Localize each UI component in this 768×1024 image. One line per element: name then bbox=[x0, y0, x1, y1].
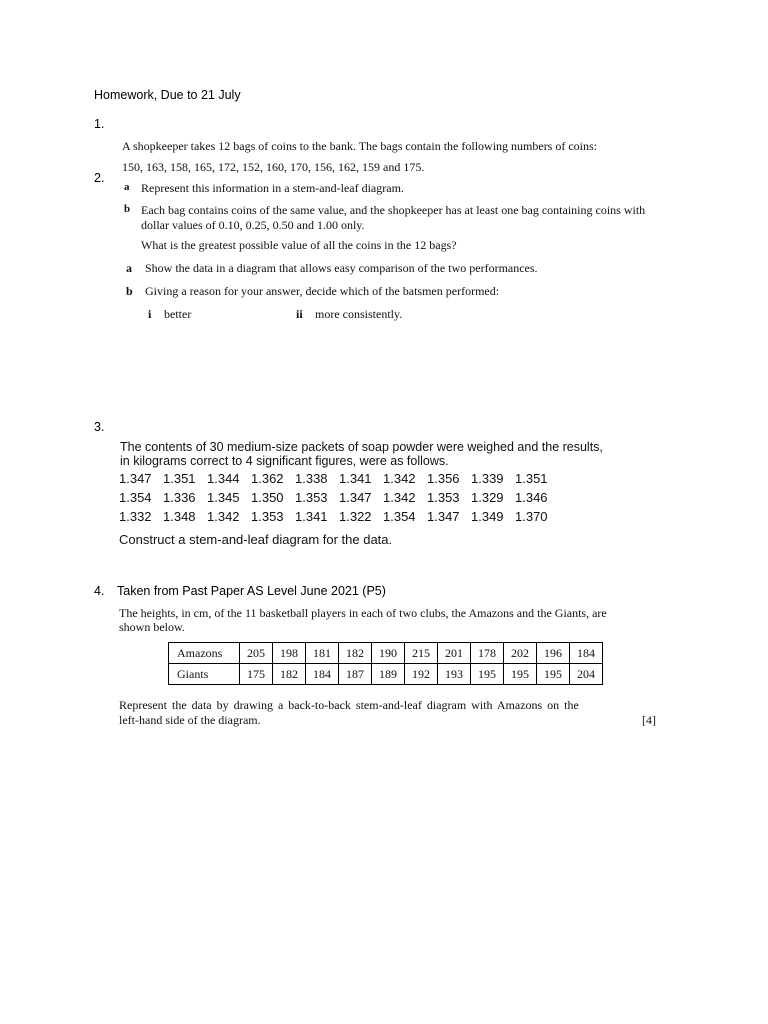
q3-value: 1.362 bbox=[251, 471, 284, 486]
q3-value: 1.347 bbox=[427, 509, 460, 524]
q3-value: 1.353 bbox=[427, 490, 460, 505]
q3-value: 1.354 bbox=[119, 490, 152, 505]
q2-part-b-text: Giving a reason for your answer, decide which of the batsmen performed: bbox=[145, 284, 500, 298]
table-cell: 182 bbox=[339, 643, 372, 664]
q3-value: 1.347 bbox=[119, 471, 152, 486]
q2-part-a-text: Show the data in a diagram that allows easy comparison of the two performances. bbox=[145, 261, 538, 275]
q3-value: 1.341 bbox=[295, 509, 328, 524]
q2-part-ii-text: more consistently. bbox=[315, 307, 403, 321]
q3-intro-2: in kilograms correct to 4 significant figures, were as follows. bbox=[120, 454, 449, 468]
q4-instruction-1: Represent the data by drawing a back-to-back stem-and-leaf diagram with Amazons on the bbox=[119, 698, 579, 712]
q3-value: 1.351 bbox=[163, 471, 196, 486]
q1-part-b-text-3: What is the greatest possible value of all the coins in the 12 bags? bbox=[141, 238, 457, 252]
q3-value: 1.349 bbox=[471, 509, 504, 524]
table-row bbox=[169, 643, 603, 664]
q4-marks: [4] bbox=[642, 713, 656, 727]
q3-data-row bbox=[119, 509, 559, 524]
table-cell: 196 bbox=[537, 643, 570, 664]
q1-intro: A shopkeeper takes 12 bags of coins to the bank. The bags contain the following numbers of coins: bbox=[122, 139, 598, 153]
q2-part-i-label: i bbox=[148, 307, 152, 321]
q2-number: 2. bbox=[94, 171, 105, 185]
q1-part-a-text: Represent this information in a stem-and-leaf diagram. bbox=[141, 181, 404, 195]
table-cell: 184 bbox=[570, 643, 603, 664]
q3-value: 1.347 bbox=[339, 490, 372, 505]
table-cell: 195 bbox=[504, 664, 537, 685]
q1-data: 150, 163, 158, 165, 172, 152, 160, 170, 156, 162, 159 and 175. bbox=[122, 160, 425, 174]
table-cell: 195 bbox=[471, 664, 504, 685]
q3-data-row bbox=[119, 490, 559, 505]
table-cell: 178 bbox=[471, 643, 504, 664]
q3-value: 1.341 bbox=[339, 471, 372, 486]
q3-value: 1.353 bbox=[295, 490, 328, 505]
q4-title: Taken from Past Paper AS Level June 2021 (P5) bbox=[117, 584, 386, 598]
q3-value: 1.345 bbox=[207, 490, 240, 505]
q2-part-i-text: better bbox=[164, 307, 192, 321]
q3-value: 1.342 bbox=[383, 471, 416, 486]
table-cell: 195 bbox=[537, 664, 570, 685]
q3-data-row bbox=[119, 471, 559, 486]
q3-value: 1.351 bbox=[515, 471, 548, 486]
table-cell: 193 bbox=[438, 664, 471, 685]
table-cell: 205 bbox=[240, 643, 273, 664]
q1-part-b-text-1: Each bag contains coins of the same value, and the shopkeeper has at least one bag containing coins with bbox=[141, 203, 646, 217]
heights-table bbox=[168, 642, 603, 685]
row-label: Amazons bbox=[169, 643, 240, 664]
table-cell: 190 bbox=[372, 643, 405, 664]
table-cell: 175 bbox=[240, 664, 273, 685]
q1-number: 1. bbox=[94, 117, 105, 131]
table-cell: 192 bbox=[405, 664, 438, 685]
q1-part-b-text-2: dollar values of 0.10, 0.25, 0.50 and 1.00 only. bbox=[141, 218, 365, 232]
q3-value: 1.370 bbox=[515, 509, 548, 524]
q4-instruction-2: left-hand side of the diagram. bbox=[119, 713, 261, 727]
q4-number: 4. bbox=[94, 584, 105, 598]
q3-value: 1.354 bbox=[383, 509, 416, 524]
q3-value: 1.353 bbox=[251, 509, 284, 524]
q3-value: 1.332 bbox=[119, 509, 152, 524]
table-cell: 189 bbox=[372, 664, 405, 685]
q4-intro-1: The heights, in cm, of the 11 basketball players in each of two clubs, the Amazons and the Giants, are bbox=[119, 606, 607, 620]
table-cell: 187 bbox=[339, 664, 372, 685]
q3-instruction: Construct a stem-and-leaf diagram for the data. bbox=[119, 532, 393, 547]
q3-value: 1.346 bbox=[515, 490, 548, 505]
q3-value: 1.342 bbox=[383, 490, 416, 505]
q3-value: 1.339 bbox=[471, 471, 504, 486]
q3-value: 1.342 bbox=[207, 509, 240, 524]
q3-value: 1.344 bbox=[207, 471, 240, 486]
table-cell: 215 bbox=[405, 643, 438, 664]
table-cell: 182 bbox=[273, 664, 306, 685]
q3-value: 1.322 bbox=[339, 509, 372, 524]
table-cell: 202 bbox=[504, 643, 537, 664]
q1-part-a-label: a bbox=[124, 181, 130, 193]
q2-part-a-label: a bbox=[126, 261, 132, 275]
table-cell: 204 bbox=[570, 664, 603, 685]
q3-value: 1.356 bbox=[427, 471, 460, 486]
q3-value: 1.348 bbox=[163, 509, 196, 524]
q3-intro-1: The contents of 30 medium-size packets of soap powder were weighed and the results, bbox=[120, 440, 603, 454]
table-cell: 184 bbox=[306, 664, 339, 685]
q2-part-ii-label: ii bbox=[296, 307, 303, 321]
q2-part-b-label: b bbox=[126, 284, 133, 298]
q3-value: 1.336 bbox=[163, 490, 196, 505]
table-cell: 181 bbox=[306, 643, 339, 664]
table-row bbox=[169, 664, 603, 685]
row-label: Giants bbox=[169, 664, 240, 685]
page-title: Homework, Due to 21 July bbox=[94, 88, 241, 102]
q4-intro-2: shown below. bbox=[119, 620, 185, 634]
q3-number: 3. bbox=[94, 420, 105, 434]
q3-value: 1.329 bbox=[471, 490, 504, 505]
q3-value: 1.350 bbox=[251, 490, 284, 505]
q3-value: 1.338 bbox=[295, 471, 328, 486]
table-cell: 201 bbox=[438, 643, 471, 664]
table-cell: 198 bbox=[273, 643, 306, 664]
q1-part-b-label: b bbox=[124, 203, 131, 215]
